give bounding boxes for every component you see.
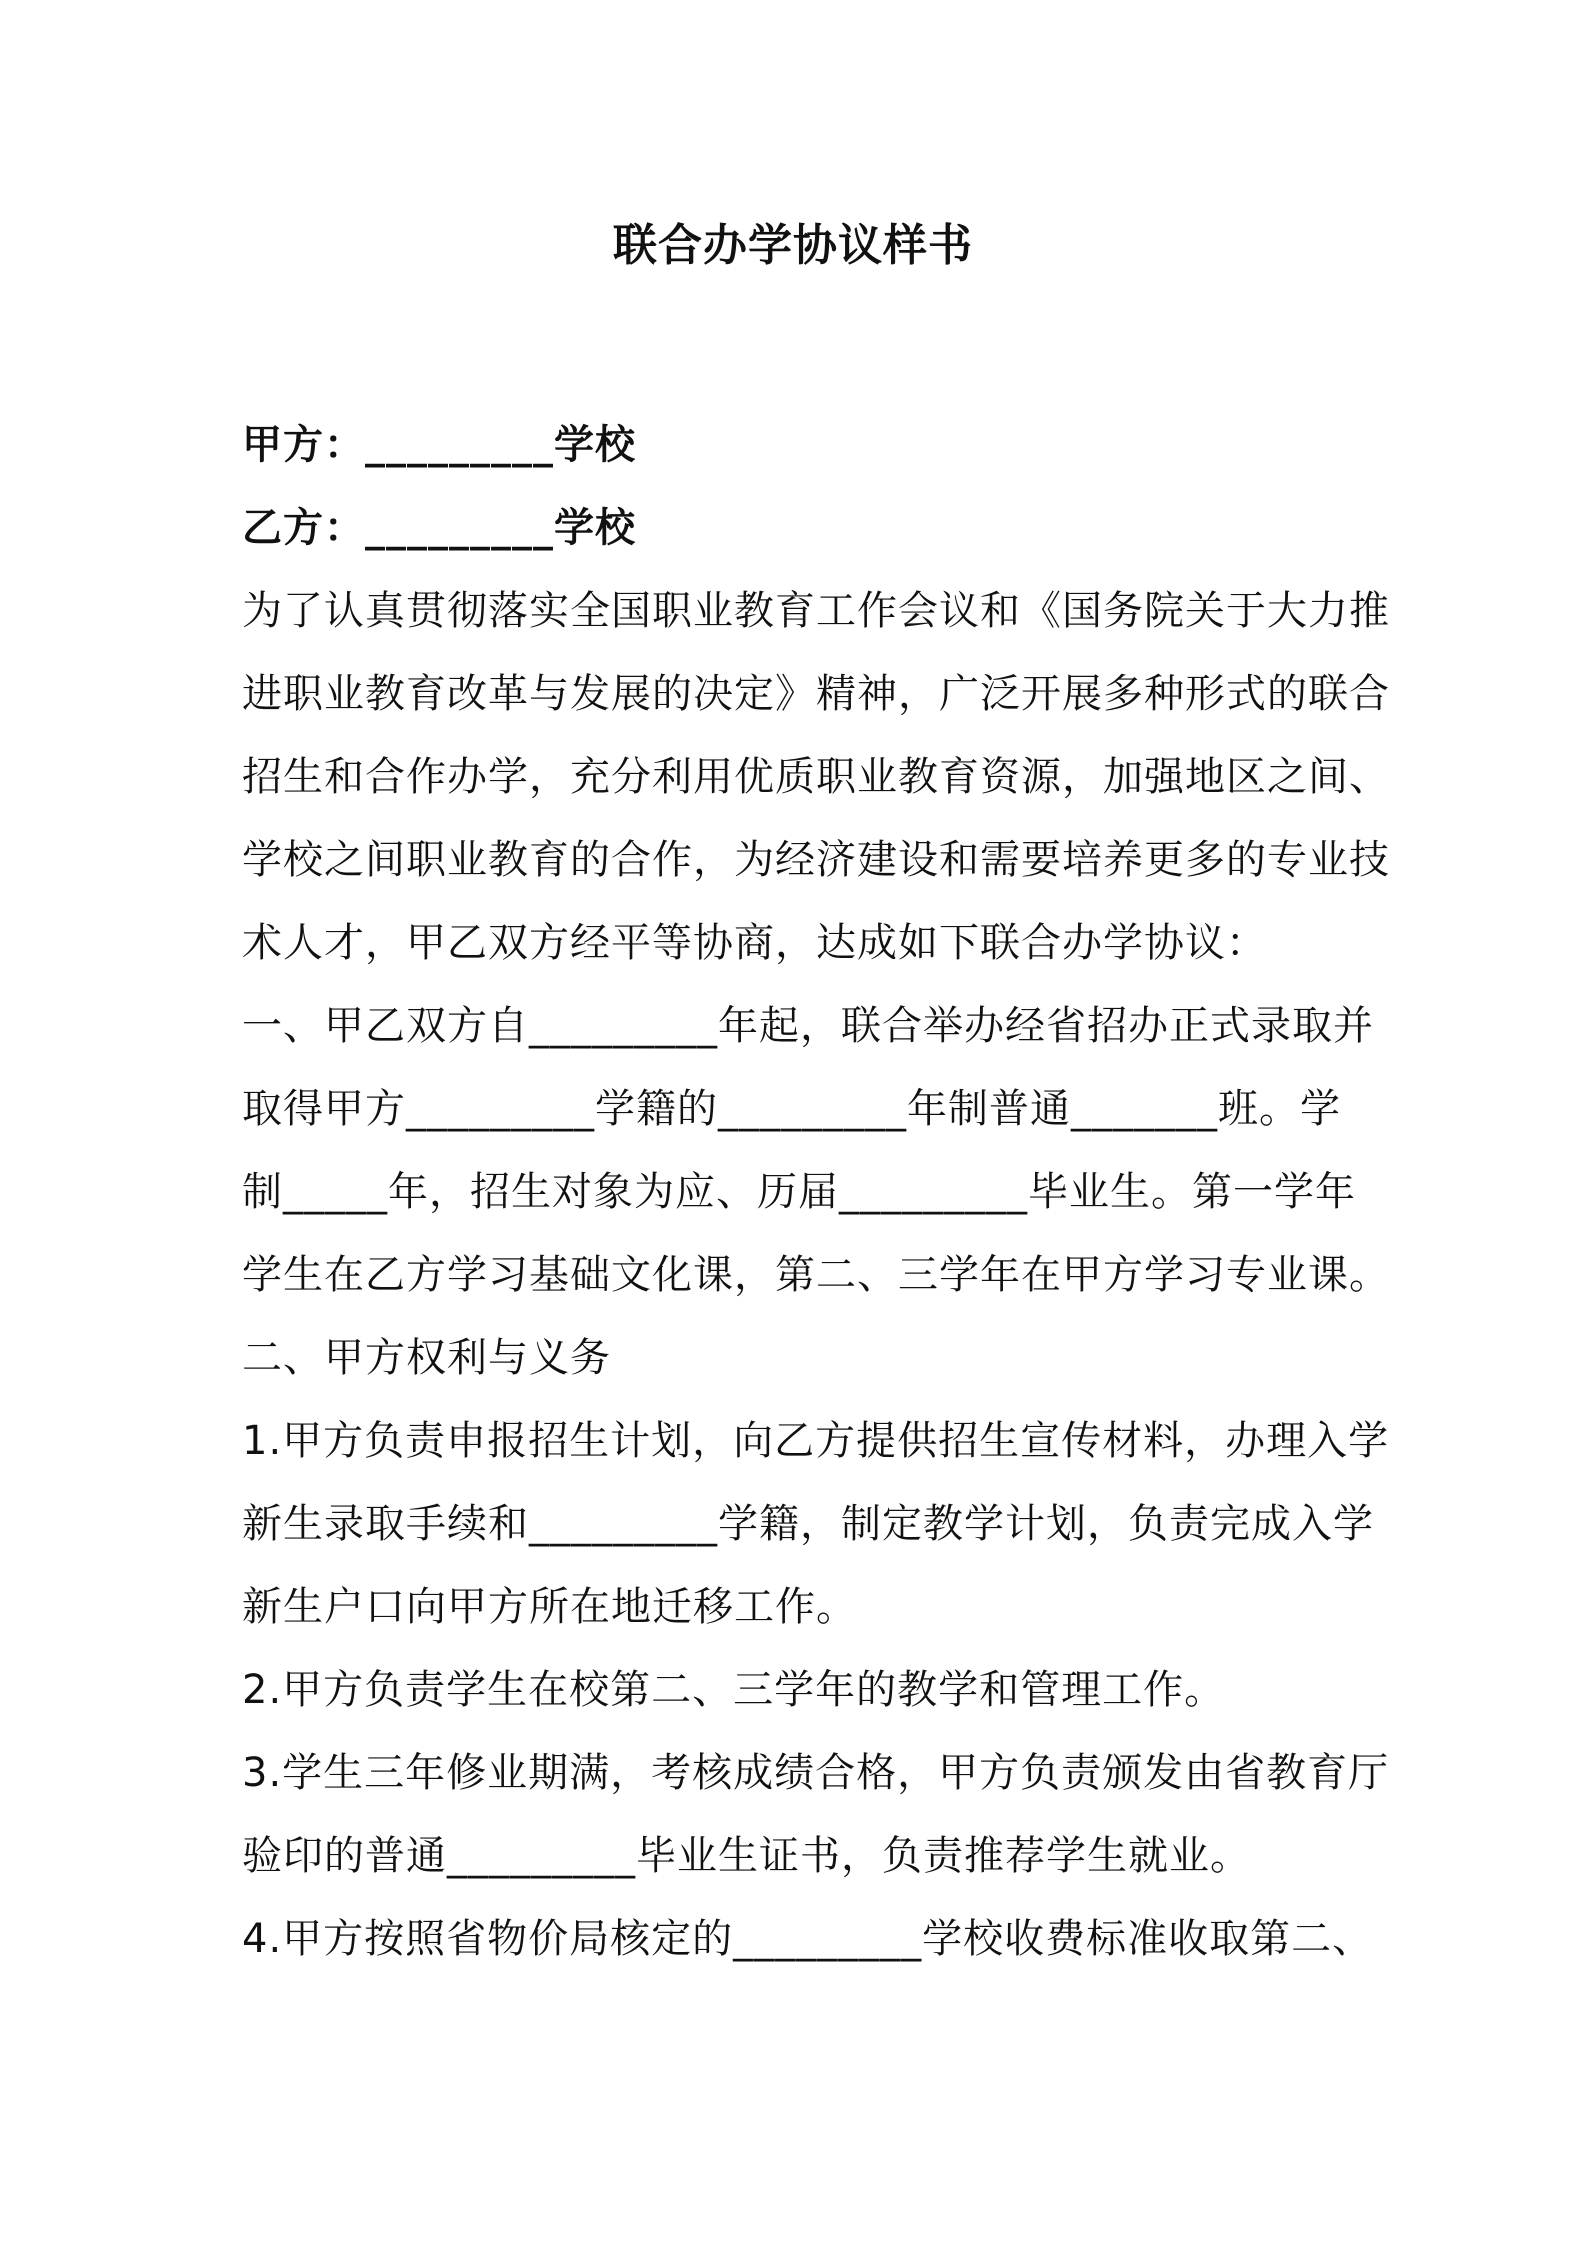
- preamble-line-4: 学校之间职业教育的合作，为经济建设和需要培养更多的专业技: [242, 837, 1390, 883]
- clause-1-line-3: 制_____年，招生对象为应、历届_________毕业生。第一学年: [242, 1169, 1356, 1215]
- clause-1-line-4: 学生在乙方学习基础文化课，第二、三学年在甲方学习专业课。: [242, 1252, 1390, 1298]
- document-title: 联合办学协议样书: [613, 220, 973, 271]
- item-1-line-2: 新生录取手续和_________学籍，制定教学计划，负责完成入学: [242, 1501, 1374, 1547]
- section-2-heading: 二、甲方权利与义务: [242, 1335, 611, 1381]
- clause-1-line-1: 一、甲乙双方自_________年起，联合举办经省招办正式录取并: [242, 1003, 1374, 1049]
- item-1-line-3: 新生户口向甲方所在地迁移工作。: [242, 1584, 857, 1630]
- preamble-line-2: 进职业教育改革与发展的决定》精神，广泛开展多种形式的联合: [242, 671, 1390, 717]
- party-b-line: 乙方：_________学校: [242, 505, 636, 551]
- item-3-line-1: 3.学生三年修业期满，考核成绩合格，甲方负责颁发由省教育厅: [242, 1750, 1390, 1796]
- clause-1-line-2: 取得甲方_________学籍的_________年制普通_______班。学: [242, 1086, 1341, 1132]
- item-3-line-2: 验印的普通_________毕业生证书，负责推荐学生就业。: [242, 1833, 1251, 1879]
- item-2-line-1: 2.甲方负责学生在校第二、三学年的教学和管理工作。: [242, 1667, 1226, 1713]
- item-4-line-1: 4.甲方按照省物价局核定的_________学校收费标准收取第二、: [242, 1916, 1374, 1962]
- preamble-line-1: 为了认真贯彻落实全国职业教育工作会议和《国务院关于大力推: [242, 588, 1390, 634]
- item-1-line-1: 1.甲方负责申报招生计划，向乙方提供招生宣传材料，办理入学: [242, 1418, 1390, 1464]
- document-body: [242, 404, 1390, 1981]
- preamble-line-5: 术人才，甲乙双方经平等协商，达成如下联合办学协议：: [242, 920, 1267, 966]
- party-a-line: 甲方：_________学校: [242, 422, 636, 468]
- preamble-line-3: 招生和合作办学，充分利用优质职业教育资源，加强地区之间、: [242, 754, 1390, 800]
